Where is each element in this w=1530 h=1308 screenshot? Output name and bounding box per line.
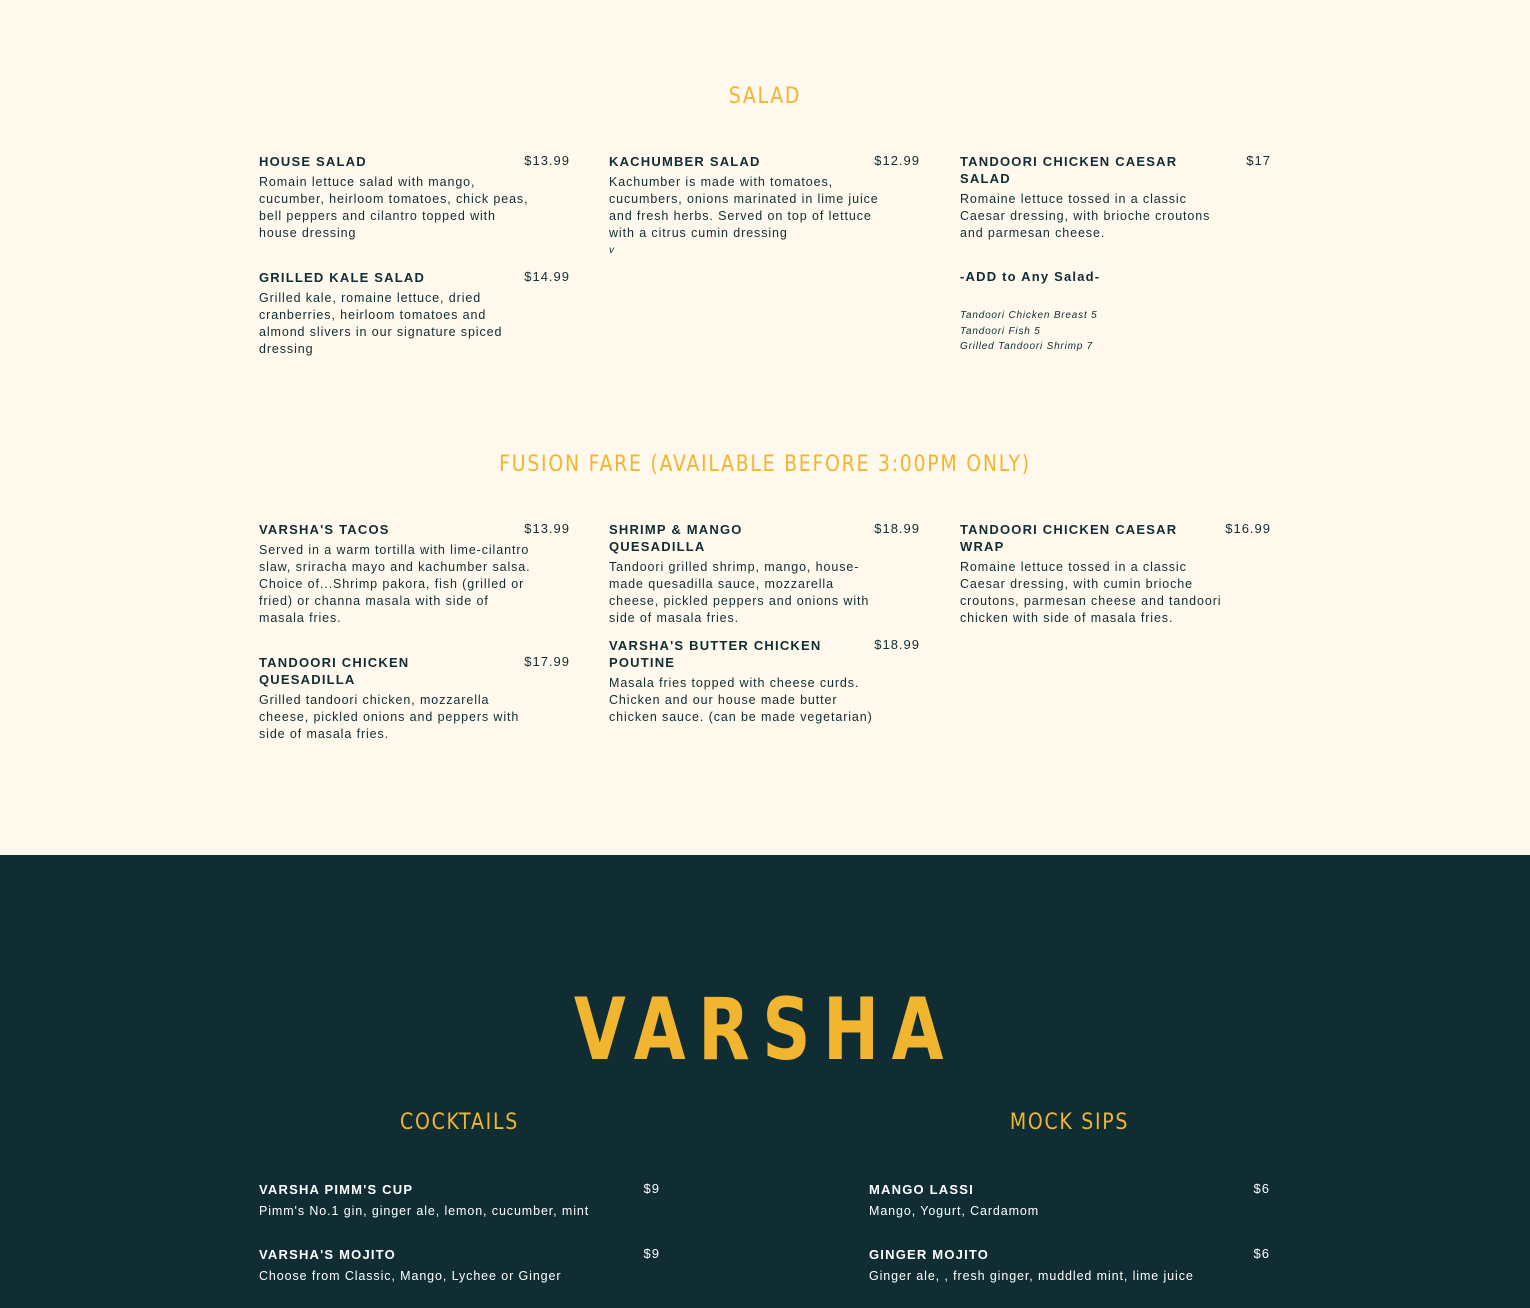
item-description: Kachumber is made with tomatoes, cucumbers, onions marinated in lime juice and fresh herbs. Served on top of lettuce with a citrus cumin dressing [609,175,879,240]
item-name: VARSHA PIMM'S CUP [259,1182,414,1197]
menu-item-kachumber-salad [609,153,920,258]
item-name: VARSHA'S MOJITO [259,1247,396,1262]
item-name: TANDOORI CHICKEN CAESAR WRAP [960,522,1178,554]
item-price: $9 [643,1246,660,1261]
menu-item-tandoori-chicken-quesadilla [259,654,570,743]
item-description: Masala fries topped with cheese curds. Chicken and our house made butter chicken sauce. (can be made vegetarian) [609,676,873,724]
addon-line: Tandoori Fish 5 [960,325,1041,337]
item-price: $17 [1246,153,1271,168]
item-description: Romain lettuce salad with mango, cucumber, heirloom tomatoes, chick peas, bell peppers and cilantro topped with house dressing [259,175,529,240]
item-price: $9 [643,1181,660,1196]
drink-item-mango-lassi [869,1181,1270,1220]
menu-item-grilled-kale-salad [259,269,570,358]
menu-item-tandoori-chicken-caesar-wrap [960,521,1271,627]
drink-item-ginger-mojito [869,1246,1270,1285]
item-description: Romaine lettuce tossed in a classic Caesar dressing, with brioche croutons and parmesan cheese. [960,192,1211,240]
item-description: Served in a warm tortilla with lime-cilantro slaw, sriracha mayo and kachumber salsa. Choice of...Shrimp pakora, fish (grilled or fried) or channa masala with side of masala fries. [259,543,531,625]
item-description: Ginger ale, , fresh ginger, muddled mint, lime juice [869,1269,1194,1283]
item-price: $6 [1253,1181,1270,1196]
item-name: MANGO LASSI [869,1182,974,1197]
item-price: $16.99 [1225,521,1271,536]
drink-item-varshas-mojito [259,1246,660,1285]
item-name: VARSHA'S BUTTER CHICKEN POUTINE [609,638,822,670]
menu-item-shrimp-mango-quesadilla [609,521,920,627]
menu-item-tandoori-chicken-caesar-salad [960,153,1271,242]
item-price: $12.99 [874,153,920,168]
item-name: GINGER MOJITO [869,1247,990,1262]
item-price: $13.99 [524,521,570,536]
item-description: Mango, Yogurt, Cardamom [869,1204,1040,1218]
item-description: Romaine lettuce tossed in a classic Caesar dressing, with cumin brioche croutons, parmesan cheese and tandoori chicken with side of masala fries. [960,560,1222,625]
fusion-fare-heading: FUSION FARE (AVAILABLE BEFORE 3:00PM ONLY) [499,452,1031,477]
item-name: TANDOORI CHICKEN QUESADILLA [259,655,410,687]
item-name: KACHUMBER SALAD [609,154,761,169]
item-name: GRILLED KALE SALAD [259,270,426,285]
brand-logo: VARSHA [573,980,957,1080]
addon-line: Grilled Tandoori Shrimp 7 [960,341,1094,352]
drink-item-varsha-pimms-cup [259,1181,660,1220]
item-name: VARSHA'S TACOS [259,522,390,537]
item-price: $17.99 [524,654,570,669]
item-price: $13.99 [524,153,570,168]
item-description: Pimm's No.1 gin, ginger ale, lemon, cucumber, mint [259,1204,590,1218]
drinks-menu-section [0,855,1530,1308]
vegetarian-note: v [609,245,615,256]
salad-heading: SALAD [728,84,802,109]
item-name: HOUSE SALAD [259,154,367,169]
item-price: $6 [1253,1246,1270,1261]
addon-title: -ADD to Any Salad- [960,269,1101,284]
cocktails-heading: COCKTAILS [400,1110,519,1135]
item-description: Grilled kale, romaine lettuce, dried cranberries, heirloom tomatoes and almond slivers in our signature spiced dressing [259,291,503,356]
item-name: TANDOORI CHICKEN CAESAR SALAD [960,154,1178,186]
item-description: Tandoori grilled shrimp, mango, house-made quesadilla sauce, mozzarella cheese, pickled peppers and onions with side of masala fries. [609,560,870,625]
addon-list [960,308,1097,355]
menu-item-varshas-tacos [259,521,570,627]
item-description: Grilled tandoori chicken, mozzarella cheese, pickled onions and peppers with side of masala fries. [259,693,520,741]
item-description: Choose from Classic, Mango, Lychee or Ginger [259,1269,562,1283]
item-price: $18.99 [874,637,920,652]
item-name: SHRIMP & MANGO QUESADILLA [609,522,743,554]
item-price: $18.99 [874,521,920,536]
mock-sips-heading: MOCK SIPS [1009,1110,1130,1135]
menu-item-house-salad [259,153,570,242]
addon-line: Tandoori Chicken Breast 5 [960,310,1098,321]
item-price: $14.99 [524,269,570,284]
menu-item-butter-chicken-poutine [609,637,920,726]
